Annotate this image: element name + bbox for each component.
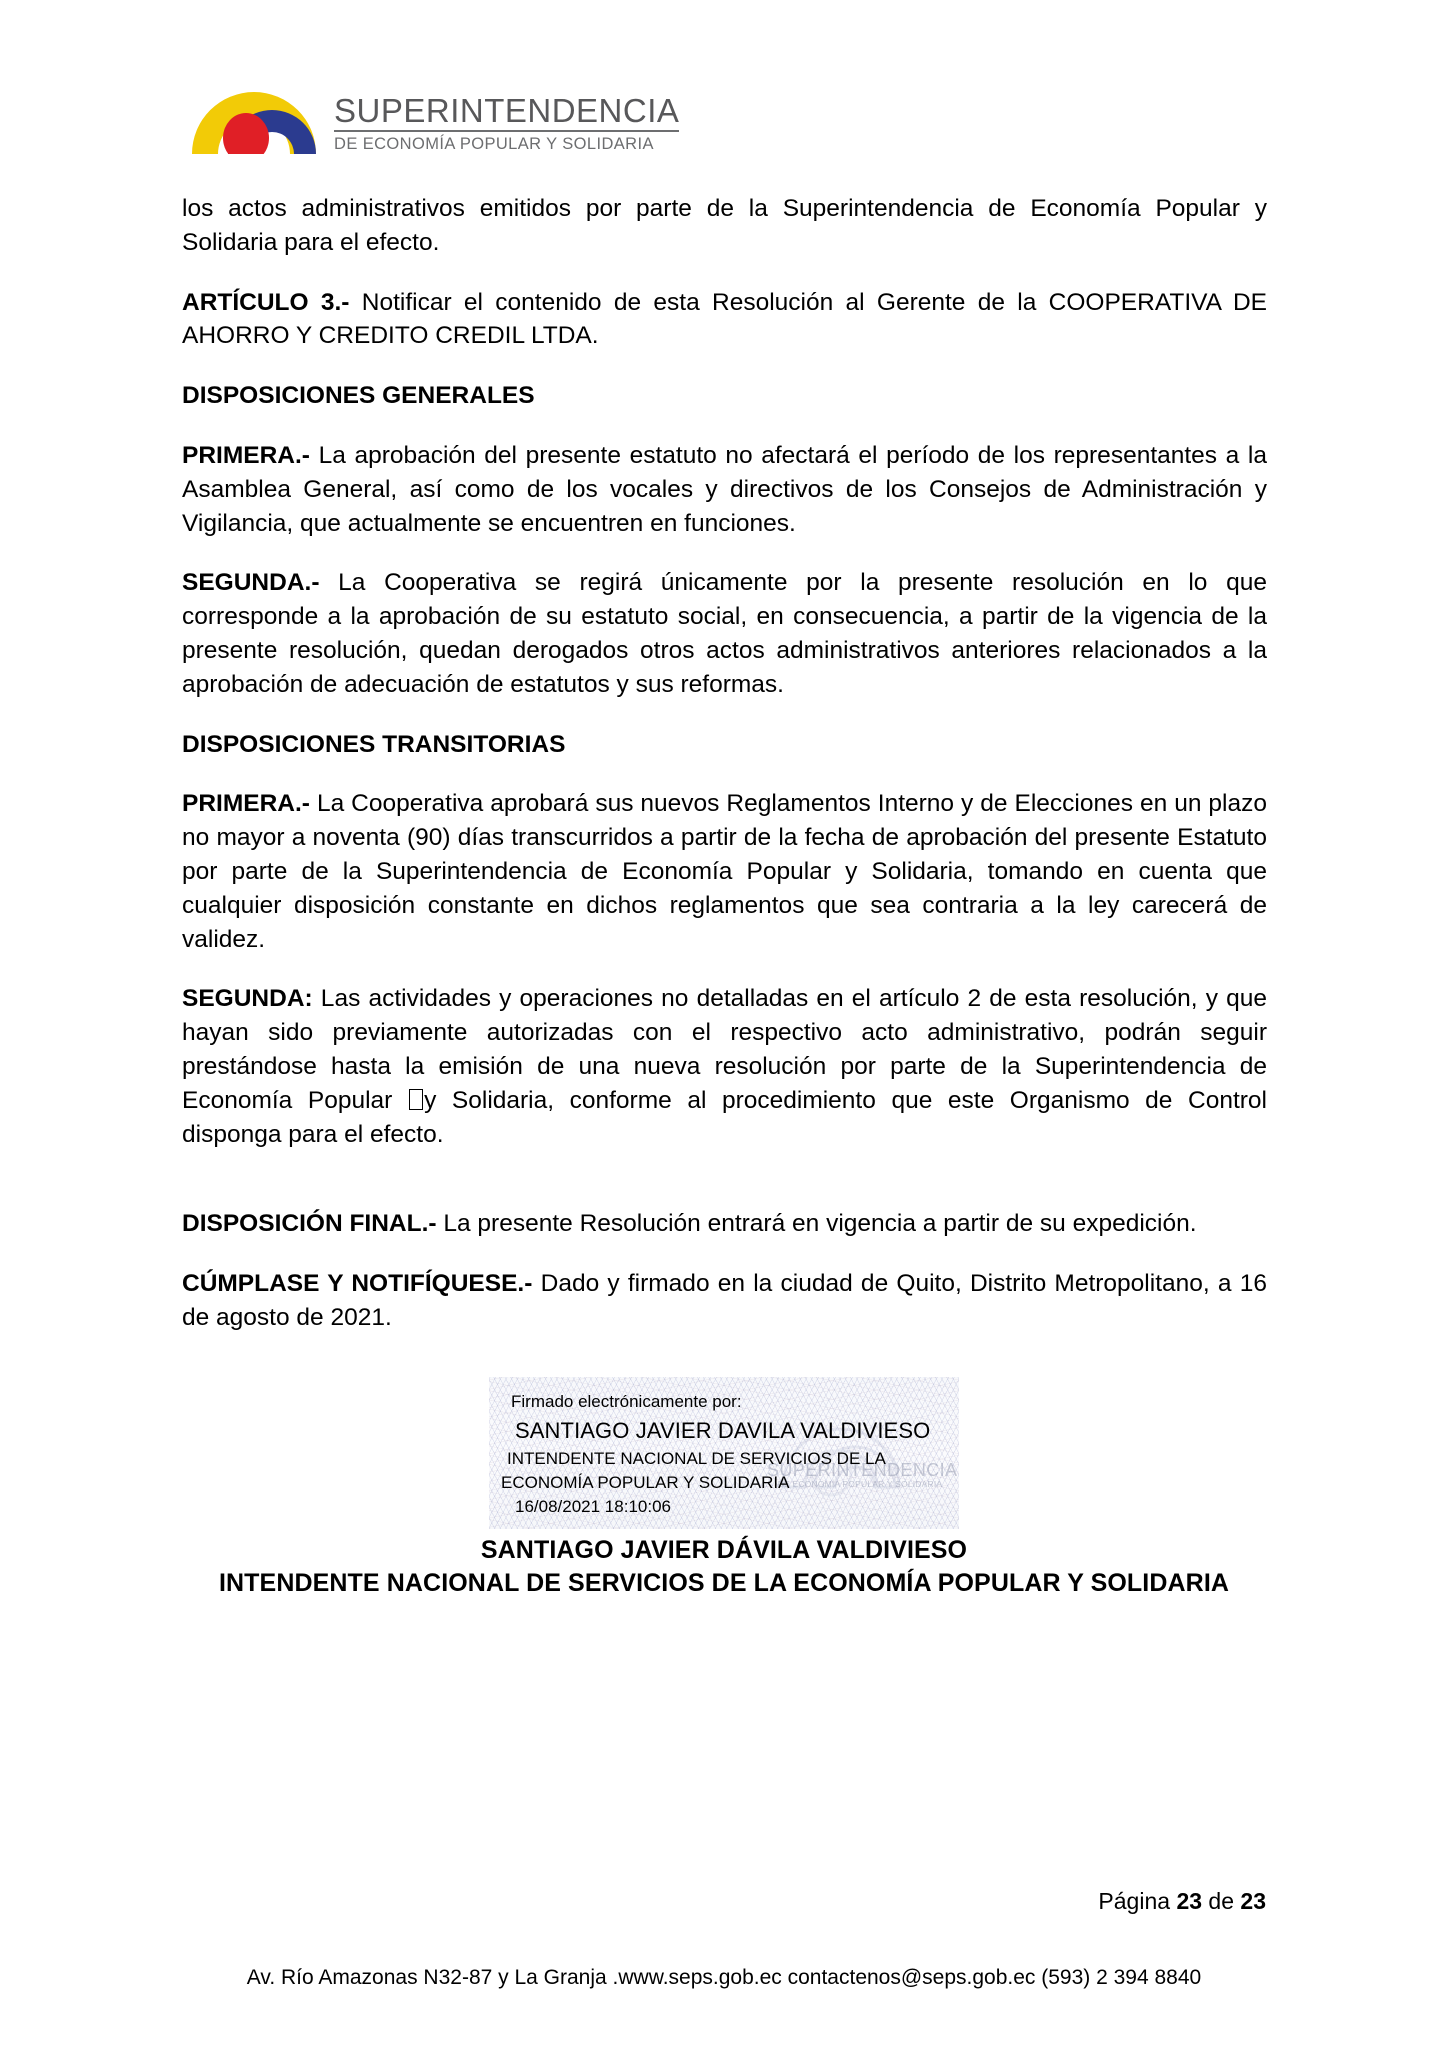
page-number — [0, 1888, 1448, 1915]
paragraph-disposicion-final — [182, 1207, 1267, 1241]
transitoria-primera-label: PRIMERA.- — [182, 790, 310, 818]
stamp-line-role-1: INTENDENTE NACIONAL DE SERVICIOS DE LA — [507, 1448, 886, 1468]
stamp-watermark-subtitle: DE ECONOMÍA POPULAR Y SOLIDARIA — [777, 1478, 943, 1489]
disposicion-final-text: La presente Resolución entrará en vigencia a partir de su expedición. — [436, 1210, 1197, 1238]
articulo-3-text: Notificar el contenido de esta Resolución al Gerente de la COOPERATIVA DE AHORRO Y CREDITO CREDIL LTDA. — [182, 288, 1267, 350]
signer-block — [0, 1534, 1448, 1601]
stamp-line-signer-name: SANTIAGO JAVIER DAVILA VALDIVIESO — [515, 1417, 931, 1443]
transitoria-segunda-label: SEGUNDA: — [182, 985, 313, 1013]
stamp-line-signed-by: Firmado electrónicamente por: — [511, 1392, 742, 1411]
heading-disposiciones-transitorias: DISPOSICIONES TRANSITORIAS — [182, 730, 566, 758]
paragraph-generales-primera — [182, 439, 1267, 540]
document-body — [182, 192, 1267, 1335]
stamp-line-timestamp: 16/08/2021 18:10:06 — [515, 1496, 671, 1516]
missing-glyph-box-icon — [409, 1089, 422, 1110]
generales-primera-text: La aprobación del presente estatuto no afectará el período de los representantes a la Asamblea General, así como de los vocales y directivos de los Consejos de Administración y Vigilancia, que actualmente se encuentren en funciones. — [182, 441, 1267, 537]
logo-subtitle: DE ECONOMÍA POPULAR Y SOLIDARIA — [334, 134, 654, 153]
cumplase-label: CÚMPLASE Y NOTIFÍQUESE.- — [182, 1270, 533, 1298]
stamp-watermark-title: SUPERINTENDENCIA — [767, 1460, 958, 1480]
signer-role: INTENDENTE NACIONAL DE SERVICIOS DE LA ECONOMÍA POPULAR Y SOLIDARIA — [218, 1569, 1230, 1598]
electronic-signature-stamp — [489, 1377, 959, 1529]
page-number-label: Página — [1098, 1888, 1171, 1914]
paragraph-articulo-3 — [182, 286, 1267, 354]
signature-stamp-area — [0, 1377, 1448, 1534]
transitoria-primera-text: La Cooperativa aprobará sus nuevos Reglamentos Interno y de Elecciones en un plazo no mayor a noventa (90) días transcurridos a partir de la fecha de aprobación del presente Estatuto por parte de la Superintendencia de Economía Popular y Solidaria, tomando en cuenta que cualquier disposición constante en dichos reglamentos que sea contraria a la ley carecerá de validez. — [182, 790, 1267, 953]
letterhead-text — [334, 91, 680, 155]
page-number-of: de — [1208, 1888, 1235, 1914]
logo-title: SUPERINTENDENCIA — [334, 94, 679, 132]
generales-primera-label: PRIMERA.- — [182, 441, 310, 469]
spacer — [182, 1177, 1267, 1207]
paragraph-transitoria-segunda — [182, 982, 1267, 1151]
seps-arc-emblem-icon — [190, 68, 320, 154]
stamp-text-block — [489, 1377, 959, 1519]
page-number-current: 23 — [1176, 1888, 1203, 1914]
disposicion-final-label: DISPOSICIÓN FINAL.- — [182, 1210, 437, 1238]
cumplase-text: Dado y firmado en la ciudad de Quito, Distrito Metropolitano, a 16 de agosto de 2021. — [182, 1270, 1267, 1331]
paragraph-continuation: los actos administrativos emitidos por parte de la Superintendencia de Economía Popular y Solidaria para el efecto. — [182, 195, 1267, 256]
articulo-3-label: ARTÍCULO 3.- — [182, 288, 350, 316]
heading-disposiciones-generales: DISPOSICIONES GENERALES — [182, 382, 535, 410]
stamp-line-role-2: ECONOMÍA POPULAR Y SOLIDARIA — [501, 1472, 790, 1492]
page-number-total: 23 — [1240, 1888, 1266, 1914]
transitoria-segunda-text-b: y Solidaria, conforme al procedimiento que este Organismo de Control disponga para el efecto. — [182, 1086, 1267, 1148]
paragraph-transitoria-primera — [182, 787, 1267, 956]
letterhead — [190, 62, 679, 154]
generales-segunda-label: SEGUNDA.- — [182, 569, 320, 597]
transitoria-segunda-text-a: Las actividades y operaciones no detalladas en el artículo 2 de esta resolución, y que hayan sido previamente autorizadas con el respectivo acto administrativo, podrán seguir prestándose hasta la emisión de una nueva resolución por parte de la Superintendencia de Economía Popular — [182, 985, 1267, 1114]
paragraph-cumplase — [182, 1267, 1267, 1335]
generales-segunda-text: La Cooperativa se regirá únicamente por la presente resolución en lo que corresponde a la aprobación de su estatuto social, en consecuencia, a partir de la vigencia de la presente resolución, quedan derogados otros actos administrativos anteriores relacionados a la aprobación de adecuación de estatutos y sus reformas. — [182, 569, 1267, 698]
signer-name: SANTIAGO JAVIER DÁVILA VALDIVIESO — [480, 1536, 968, 1564]
paragraph-generales-segunda — [182, 566, 1267, 701]
footer-address: Av. Río Amazonas N32-87 y La Granja .www.seps.gob.ec contactenos@seps.gob.ec (593) 2 394 8840 — [246, 1966, 1202, 1989]
